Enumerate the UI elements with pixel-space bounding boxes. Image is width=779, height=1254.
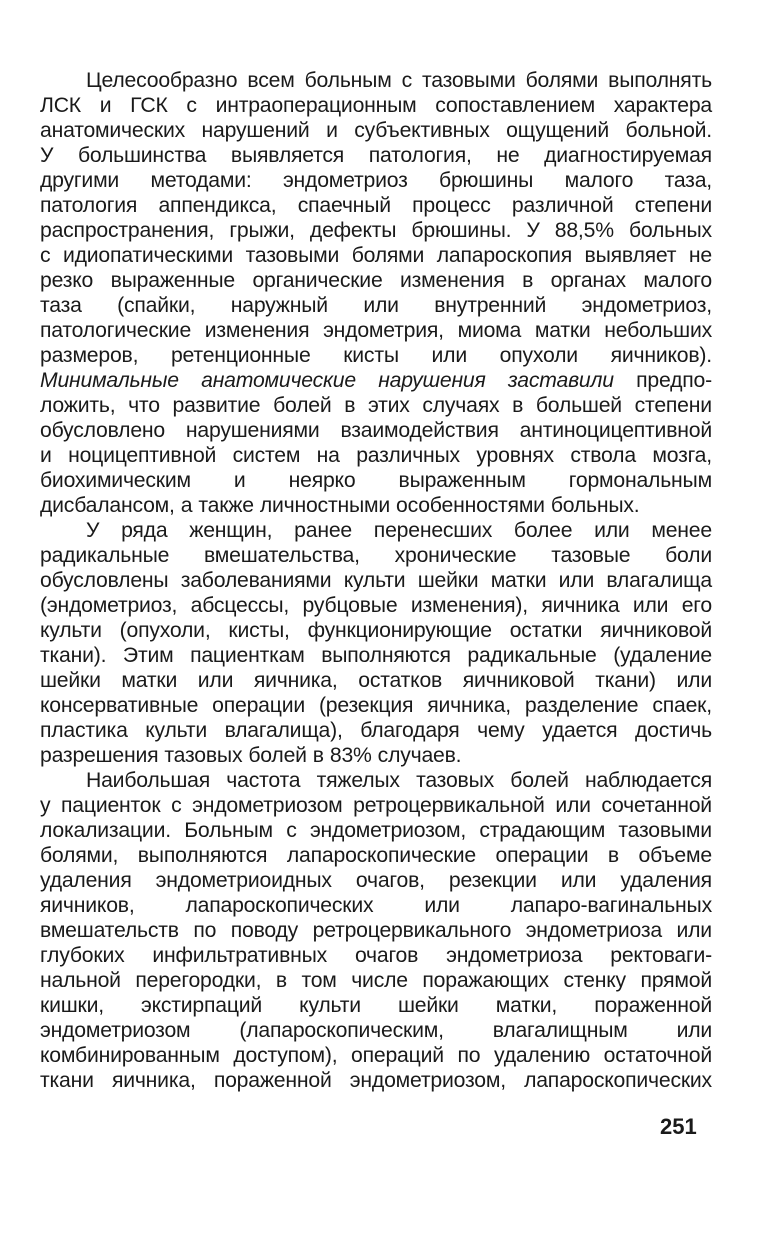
text-line: Целесообразно всем больным с тазовыми болями выполнять <box>86 69 712 92</box>
text-line: таза (спайки, наружный или внутренний эндометриоз, <box>40 294 712 317</box>
text-line: обусловлено нарушениями взаимодействия антиноцицептивной <box>40 419 712 442</box>
text-line: у пациенток с эндометриозом ретроцервикальной или сочетанной <box>40 794 712 817</box>
text-line: резко выраженные органические изменения в органах малого <box>40 269 712 292</box>
text-line: патология аппендикса, спаечный процесс различной степени <box>40 194 712 217</box>
text-line: обусловлены заболеваниями культи шейки матки или влагалища <box>40 569 712 592</box>
body-text <box>40 68 712 1093</box>
text-line: Минимальные анатомические нарушения заставили предпо- <box>40 369 712 392</box>
text-line: удаления эндометриоидных очагов, резекции или удаления <box>40 869 712 892</box>
text-line: размеров, ретенционные кисты или опухоли яичников). <box>40 344 712 367</box>
text-line: глубоких инфильтративных очагов эндометриоза ректоваги- <box>40 944 712 967</box>
text-line: Наибольшая частота тяжелых тазовых болей наблюдается <box>86 769 712 792</box>
text-line: локализации. Больным с эндометриозом, страдающим тазовыми <box>40 819 712 842</box>
paragraph <box>40 68 712 518</box>
text-line: У большинства выявляется патология, не диагностируемая <box>40 144 712 167</box>
text-line: болями, выполняются лапароскопические операции в объеме <box>40 844 712 867</box>
text-line: кишки, экстирпаций культи шейки матки, пораженной <box>40 994 712 1017</box>
text-line: разрешения тазовых болей в 83% случаев. <box>40 744 462 767</box>
paragraph <box>40 768 712 1093</box>
text-line: распространения, грыжи, дефекты брюшины. У 88,5% больных <box>40 219 712 242</box>
text-line: другими методами: эндометриоз брюшины малого таза, <box>40 169 712 192</box>
text-line: шейки матки или яичника, остатков яичниковой ткани) или <box>40 669 712 692</box>
text-line: ткани). Этим пациенткам выполняются радикальные (удаление <box>40 644 712 667</box>
text-line: У ряда женщин, ранее перенесших более или менее <box>86 519 712 542</box>
text-line: яичников, лапароскопических или лапаро-вагинальных <box>40 894 712 917</box>
text-line: с идиопатическими тазовыми болями лапароскопия выявляет не <box>40 244 712 267</box>
text-line: патологические изменения эндометрия, миома матки небольших <box>40 319 712 342</box>
text-line: радикальные вмешательства, хронические тазовые боли <box>40 544 712 567</box>
text-line: вмешательств по поводу ретроцервикального эндометриоза или <box>40 919 712 942</box>
text-line: (эндометриоз, абсцессы, рубцовые изменения), яичника или его <box>40 594 712 617</box>
text-line: биохимическим и неярко выраженным гормональным <box>40 469 712 492</box>
text-line: и ноцицептивной систем на различных уровнях ствола мозга, <box>40 444 712 467</box>
text-line: ткани яичника, пораженной эндометриозом, лапароскопических <box>40 1069 712 1092</box>
text-line: культи (опухоли, кисты, функционирующие остатки яичниковой <box>40 619 712 642</box>
paragraph <box>40 518 712 768</box>
text-line: дисбалансом, а также личностными особенностями больных. <box>40 494 640 517</box>
text-line: комбинированным доступом), операций по удалению остаточной <box>40 1044 712 1067</box>
page-number: 251 <box>660 1114 697 1139</box>
text-line: пластика культи влагалища), благодаря чему удается достичь <box>40 719 712 742</box>
text-line: эндометриозом (лапароскопическим, влагалищным или <box>40 1019 712 1042</box>
text-line: анатомических нарушений и субъективных ощущений больной. <box>40 119 712 142</box>
text-line: консервативные операции (резекция яичника, разделение спаек, <box>40 694 712 717</box>
text-line: нальной перегородки, в том числе поражающих стенку прямой <box>40 969 712 992</box>
text-line: ЛСК и ГСК с интраоперационным сопоставлением характера <box>40 94 712 117</box>
text-line: ложить, что развитие болей в этих случаях в большей степени <box>40 394 712 417</box>
